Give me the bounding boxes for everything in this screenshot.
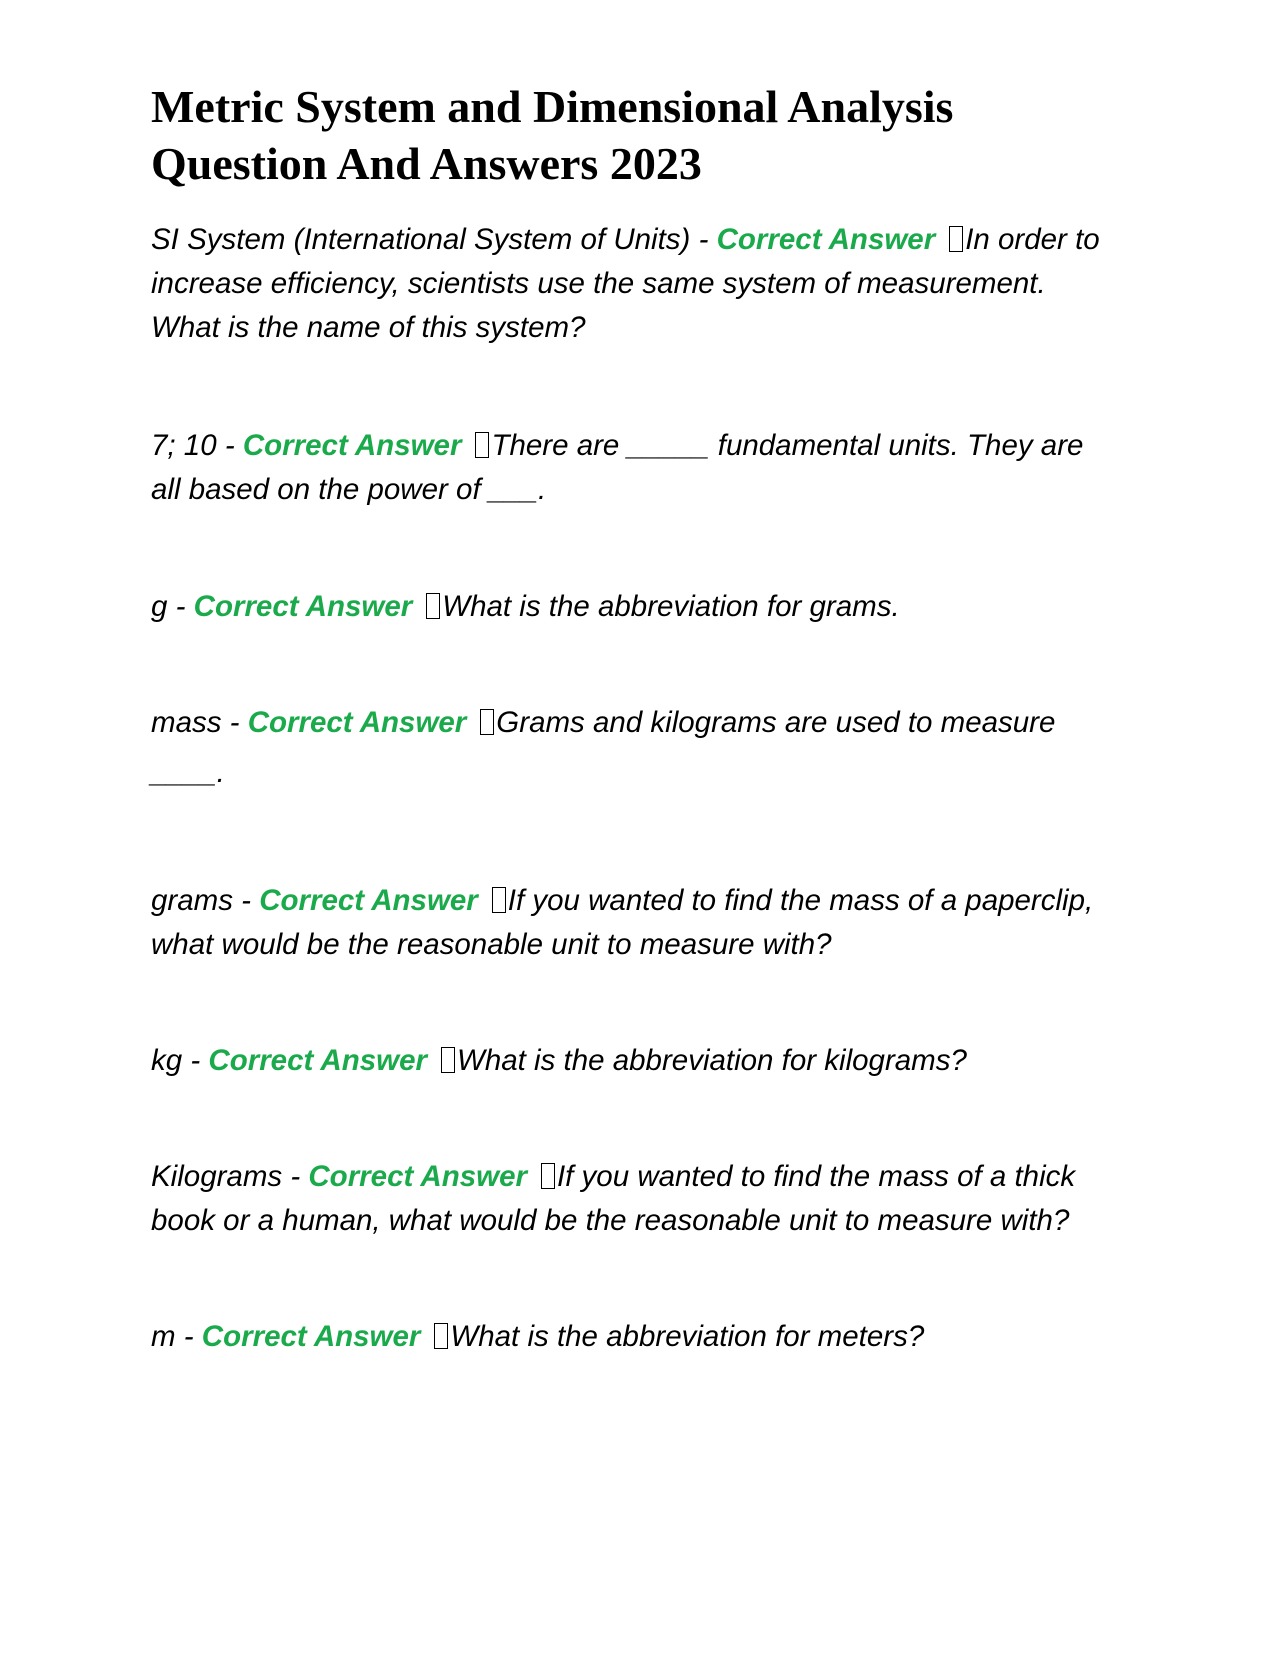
- correct-answer-label: Correct Answer: [208, 1044, 427, 1077]
- question-line: What is the abbreviation for meters?: [450, 1320, 925, 1353]
- question-line: Grams and kilograms are used to measure: [496, 706, 1056, 739]
- title-line-2: Question And Answers 2023: [151, 138, 702, 189]
- missing-glyph-icon: [426, 593, 440, 619]
- missing-glyph-icon: [492, 887, 506, 913]
- qa-entry: [151, 424, 1141, 512]
- answer-term: Kilograms: [151, 1160, 283, 1193]
- qa-entry: [151, 218, 1141, 350]
- question-line: What is the abbreviation for kilograms?: [456, 1044, 967, 1077]
- question-line: There are _____ fundamental units. They are: [491, 429, 1084, 462]
- separator: -: [175, 1320, 202, 1353]
- answer-term: mass: [151, 706, 222, 739]
- question-line: What is the abbreviation for grams.: [442, 590, 900, 623]
- question-line: what would be the reasonable unit to measure with?: [151, 928, 832, 961]
- correct-answer-label: Correct Answer: [716, 223, 936, 256]
- correct-answer-label: Correct Answer: [201, 1320, 421, 1353]
- separator: -: [182, 1044, 209, 1077]
- separator: -: [232, 884, 260, 917]
- missing-glyph-icon: [434, 1323, 448, 1349]
- question-line: ____.: [151, 756, 225, 789]
- question-line: book or a human, what would be the reasonable unit to measure with?: [151, 1204, 1070, 1237]
- answer-term: m: [151, 1320, 176, 1353]
- qa-list: [151, 218, 1141, 1359]
- question-line: If you wanted to find the mass of a paperclip,: [507, 884, 1094, 917]
- question-line: If you wanted to find the mass of a thick: [556, 1160, 1076, 1193]
- qa-entry: [151, 879, 1141, 967]
- answer-term: 7; 10: [151, 429, 217, 462]
- qa-entry: [151, 585, 1141, 629]
- missing-glyph-icon: [949, 226, 963, 252]
- qa-entry: [151, 701, 1141, 801]
- answer-term: g: [151, 590, 168, 623]
- qa-entry: [151, 1155, 1141, 1243]
- qa-entry: [151, 1315, 1141, 1359]
- missing-glyph-icon: [480, 709, 494, 735]
- separator: -: [167, 590, 194, 623]
- question-line: What is the name of this system?: [151, 311, 586, 344]
- question-line: increase efficiency, scientists use the same system of measurement.: [151, 267, 1046, 300]
- missing-glyph-icon: [541, 1163, 555, 1189]
- correct-answer-label: Correct Answer: [247, 706, 467, 739]
- answer-term: SI System (International System of Units): [151, 223, 691, 256]
- question-line: all based on the power of ___.: [151, 473, 547, 506]
- separator: -: [221, 706, 248, 739]
- correct-answer-label: Correct Answer: [193, 590, 413, 623]
- separator: -: [690, 223, 717, 256]
- title-line-1: Metric System and Dimensional Analysis: [151, 81, 954, 132]
- missing-glyph-icon: [441, 1047, 455, 1073]
- correct-answer-label: Correct Answer: [242, 429, 462, 462]
- correct-answer-label: Correct Answer: [308, 1160, 527, 1193]
- document-title: [151, 78, 1151, 192]
- answer-term: kg: [151, 1044, 183, 1077]
- qa-entry: [151, 1039, 1141, 1083]
- question-line: In order to: [965, 223, 1100, 256]
- separator: -: [282, 1160, 309, 1193]
- correct-answer-label: Correct Answer: [259, 884, 478, 917]
- missing-glyph-icon: [475, 432, 489, 458]
- answer-term: grams: [151, 884, 233, 917]
- separator: -: [216, 429, 243, 462]
